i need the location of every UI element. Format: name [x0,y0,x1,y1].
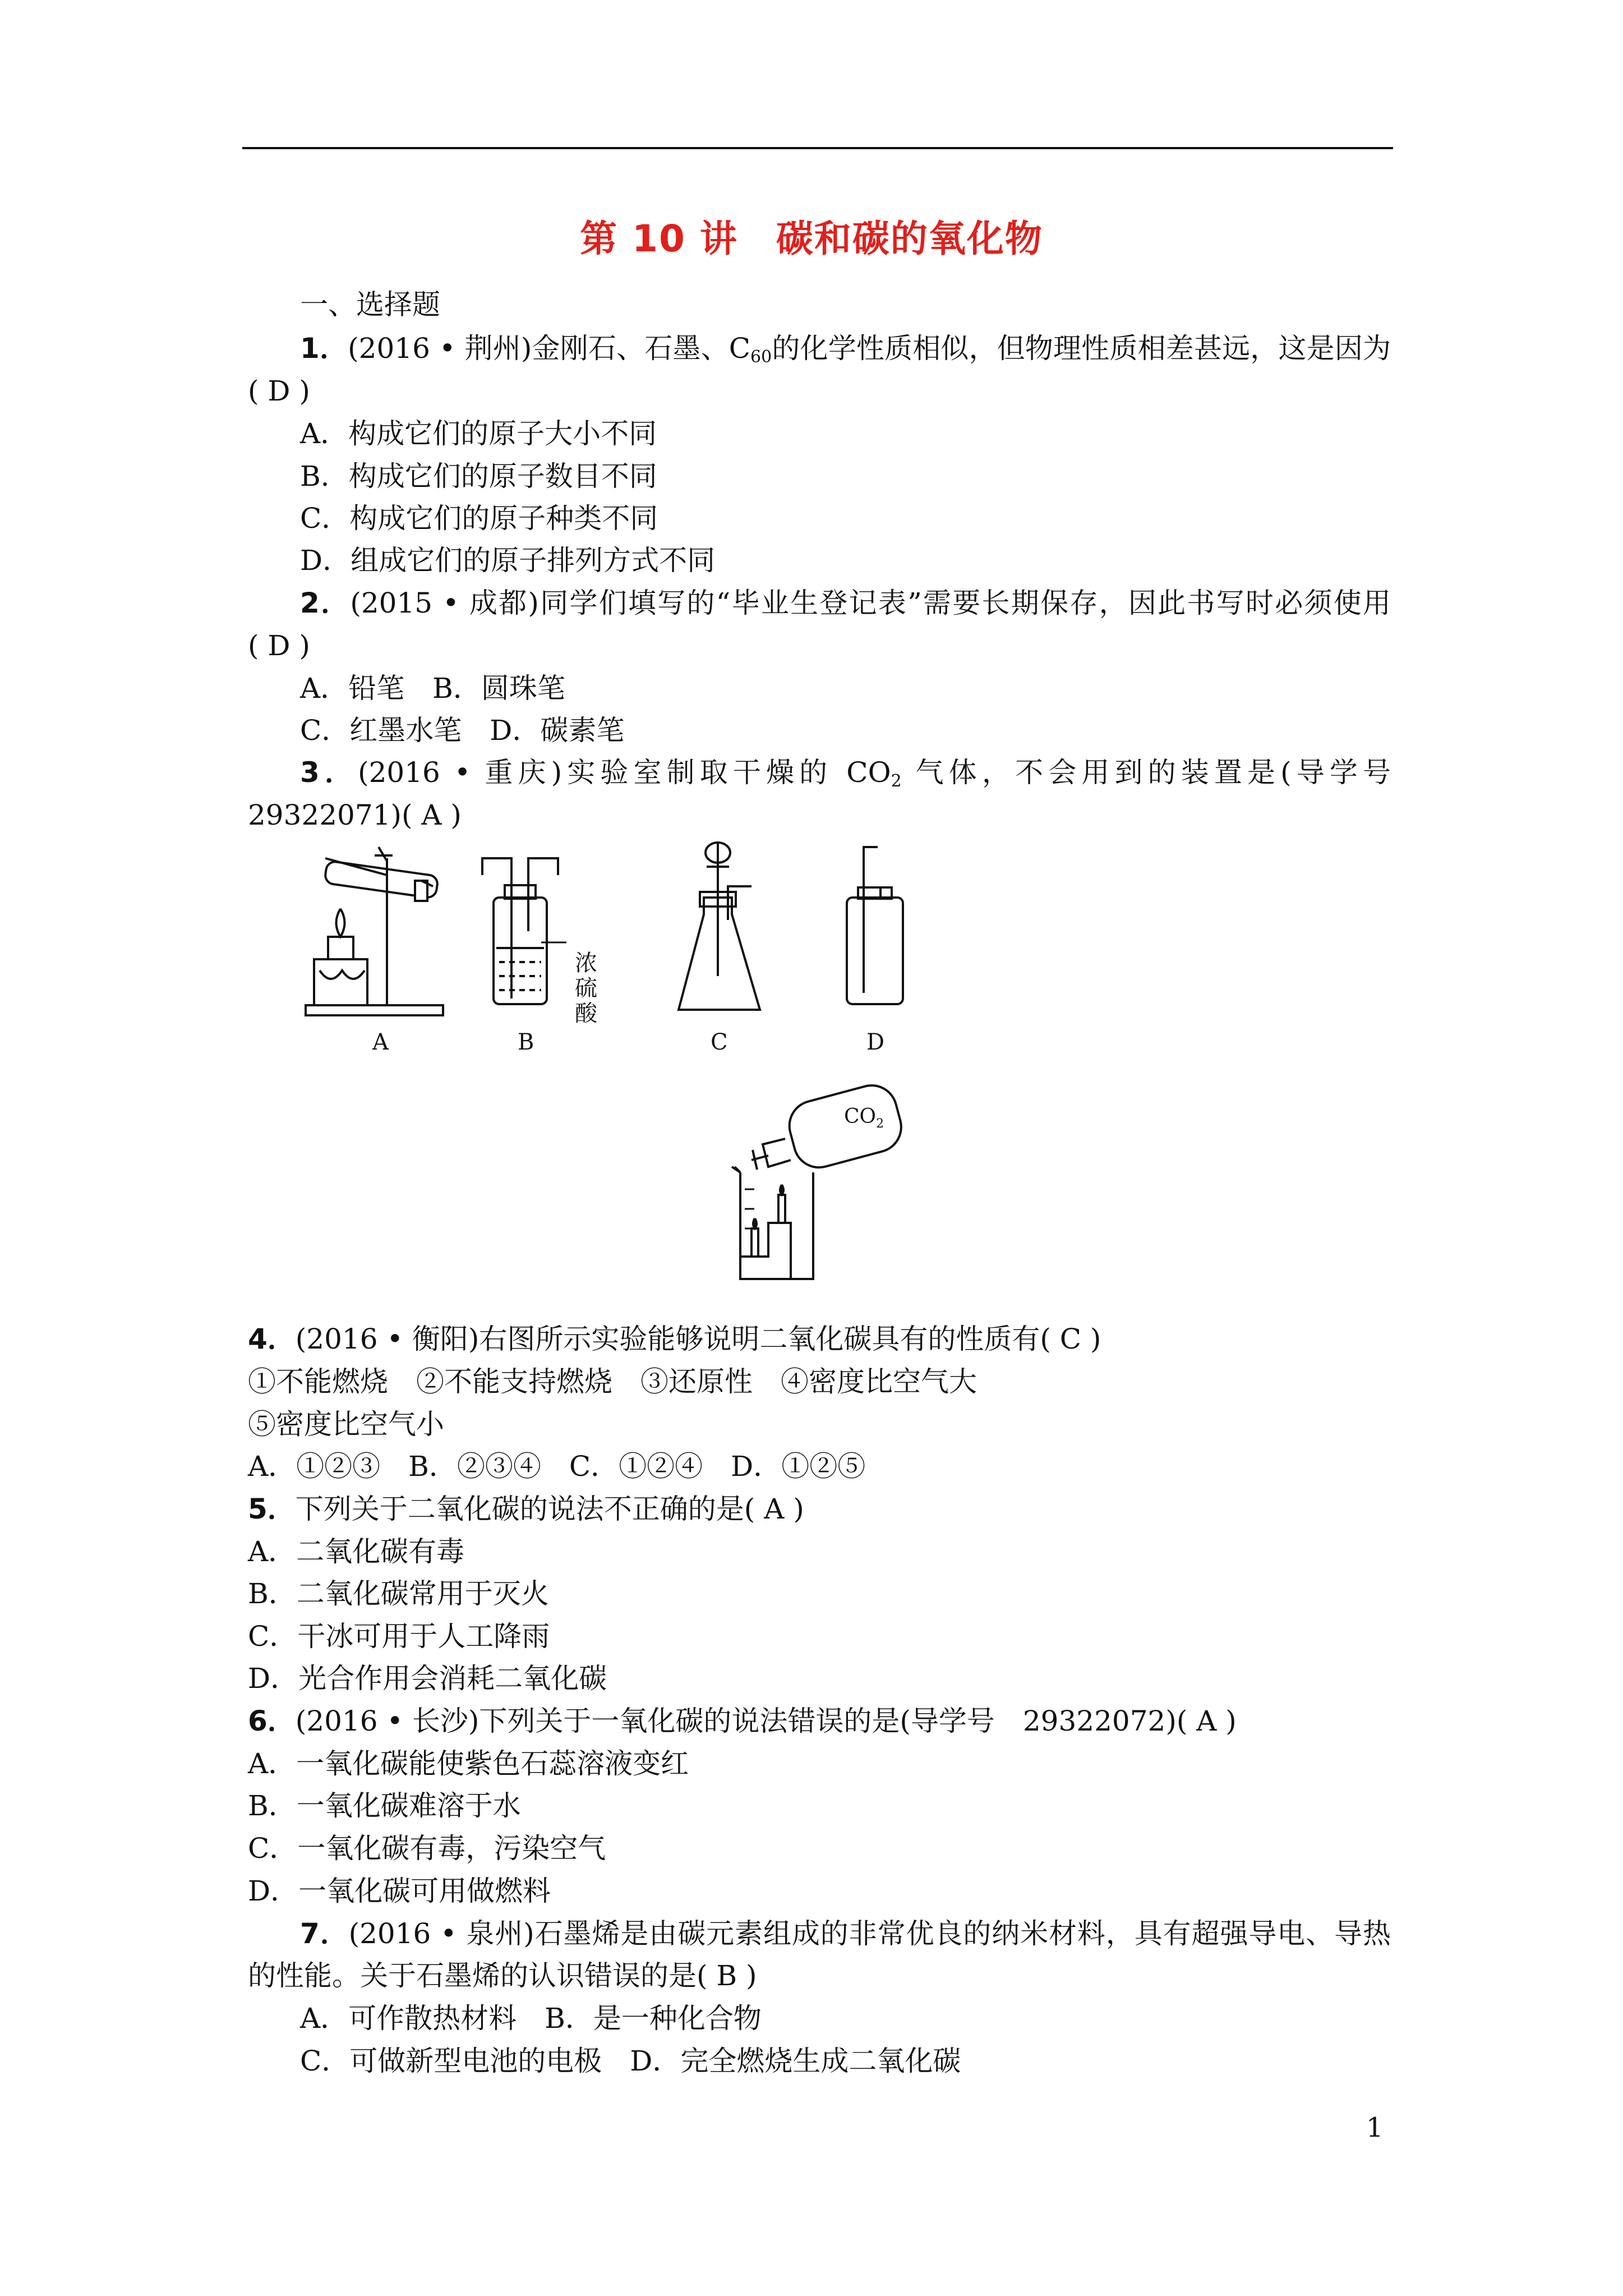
section-heading: 一、选择题 [300,288,440,321]
question-3: 3．(2016 • 重庆)实验室制取干燥的 $CO_2$ 气体，不会用到的装置是(导学号 [300,756,1391,791]
q5-option-c: C．干冰可用于人工降雨 [248,1620,550,1653]
apparatus-b-icon [482,858,566,1004]
acid-label-2: 硫 [575,976,597,1001]
apparatus-c-icon [679,841,760,1010]
q2-options-line1: A．铅笔 B．圆珠笔 [300,672,565,705]
apparatus-label-c: C [711,1029,728,1055]
apparatus-label-b: B [518,1029,534,1055]
apparatus-d-icon [847,847,903,1004]
question-7: 7．(2016 • 泉州)石墨烯是由碳元素组成的非常优良的纳米材料，具有超强导电、导热 [300,1917,1391,1950]
apparatus-a-icon [306,847,443,1015]
q5-option-a: A．二氧化碳有毒 [248,1535,465,1568]
q6-option-c: C．一氧化碳有毒，污染空气 [248,1832,606,1865]
apparatus-label-d: D [866,1029,885,1055]
question-7-line2: 的性能。关于石墨烯的认识错误的是( B ) [248,1959,757,1992]
q6-option-d: D．一氧化碳可用做燃料 [248,1875,551,1907]
q6-option-b: B．一氧化碳难溶于水 [248,1789,521,1822]
acid-label-1: 浓 [575,950,597,976]
apparatus-label-a: A [372,1029,389,1055]
question-1: 1．(2016 • 荆州)金刚石、石墨、$C_{60}$的化学性质相似，但物理性质相差甚远，这是因为 [300,332,1391,367]
q6-option-a: A．一氧化碳能使紫色石蕊溶液变红 [248,1747,689,1780]
q4-statements-line1: ①不能燃烧 ②不能支持燃烧 ③还原性 ④密度比空气大 [248,1365,977,1398]
question-2-answer: ( D ) [248,629,310,662]
page-title: 第 10 讲 碳和碳的氧化物 [580,217,1043,260]
co2-candle-figure [729,1088,953,1292]
q5-option-b: B．二氧化碳常用于灭火 [248,1577,549,1610]
header-rule [242,147,1393,149]
question-5: 5．下列关于二氧化碳的说法不正确的是( A ) [248,1493,804,1525]
question-2: 2．(2015 • 成都)同学们填写的“毕业生登记表”需要长期保存，因此书写时必须使用 [300,587,1391,619]
question-1-answer: ( D ) [248,375,310,407]
co2-bottle-label: $CO_2$ [844,1105,884,1131]
page-number: 1 [1366,2112,1384,2143]
question-3-line2: 29322071)( A ) [248,799,462,831]
q1-option-c: C．构成它们的原子种类不同 [300,502,658,535]
apparatus-figure [303,836,976,1055]
q4-statements-line2: ⑤密度比空气小 [248,1408,444,1441]
q1-option-d: D．组成它们的原子排列方式不同 [300,544,716,577]
q1-option-a: A．构成它们的原子大小不同 [300,417,657,450]
beaker-icon [732,1167,813,1279]
question-6: 6．(2016 • 长沙)下列关于一氧化碳的说法错误的是(导学号 29322072)( A ) [248,1705,1237,1737]
q2-options-line2: C．红墨水笔 D．碳素笔 [300,714,625,747]
q5-option-d: D．光合作用会消耗二氧化碳 [248,1662,607,1695]
q1-option-b: B．构成它们的原子数目不同 [300,460,657,493]
q4-options: A．①②③ B．②③④ C．①②④ D．①②⑤ [248,1450,866,1483]
question-4: 4．(2016 • 衡阳)右图所示实验能够说明二氧化碳具有的性质有( C ) [248,1323,1101,1355]
q7-options-line1: A．可作散热材料 B．是一种化合物 [300,2002,762,2035]
acid-label-3: 酸 [575,1001,597,1027]
q7-options-line2: C．可做新型电池的电极 D．完全燃烧生成二氧化碳 [300,2045,961,2077]
